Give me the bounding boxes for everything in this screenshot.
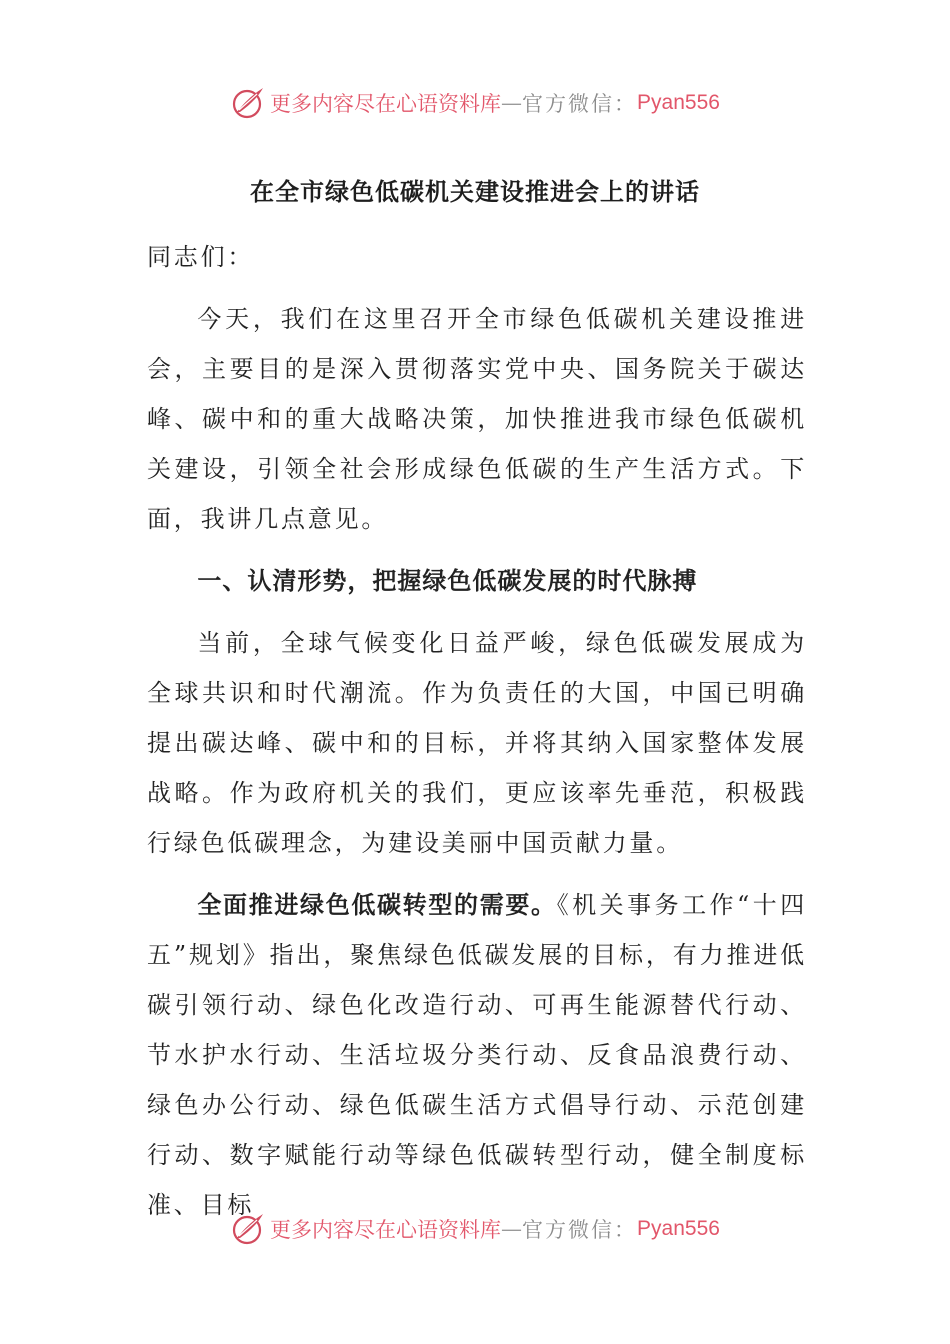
watermark-dash: — [501,1217,523,1241]
watermark-brand-text: 更多内容尽在心语资料库 [270,92,502,116]
paragraph-transformation-body: 《机关事务工作“十四五”规划》指出，聚焦绿色低碳发展的目标，有力推进低碳引领行动、绿色化改造行动、可再生能源替代行动、节水护水行动、生活垃圾分类行动、反食品浪费行动、绿色办公行动、绿色低碳生活方式倡导行动、示范创建行动、数字赋能行动等绿色低碳转型行动，健全制度标准、目标 [147,891,808,1219]
quill-in-circle-icon [230,85,266,121]
paragraph-lead-phrase: 全面推进绿色低碳转型的需要。 [197,891,557,919]
watermark-wechat-id: Pyan556 [637,1217,720,1240]
paragraph-transformation [147,880,807,1230]
section-heading-1: 一、认清形势，把握绿色低碳发展的时代脉搏 [197,567,698,595]
watermark-wechat-label: 官方微信： [522,92,638,116]
document-title: 在全市绿色低碳机关建设推进会上的讲话 [250,178,700,206]
document-body [147,232,807,1230]
salutation: 同志们： [147,243,255,271]
quill-in-circle-icon [230,1211,266,1247]
watermark-banner-bottom [0,1209,950,1249]
watermark-dash: — [501,91,523,115]
watermark-wechat-label: 官方微信： [522,1218,638,1242]
paragraph-situation: 当前，全球气候变化日益严峻，绿色低碳发展成为全球共识和时代潮流。作为负责任的大国，中国已明确提出碳达峰、碳中和的目标，并将其纳入国家整体发展战略。作为政府机关的我们，更应该率先垂范，积极践行绿色低碳理念，为建设美丽中国贡献力量。 [147,629,807,857]
watermark-wechat-id: Pyan556 [637,91,720,114]
paragraph-intro: 今天，我们在这里召开全市绿色低碳机关建设推进会，主要目的是深入贯彻落实党中央、国务院关于碳达峰、碳中和的重大战略决策，加快推进我市绿色低碳机关建设，引领全社会形成绿色低碳的生产生活方式。下面，我讲几点意见。 [147,305,807,533]
watermark-brand-text: 更多内容尽在心语资料库 [270,1218,502,1242]
watermark-banner-top [0,83,950,123]
